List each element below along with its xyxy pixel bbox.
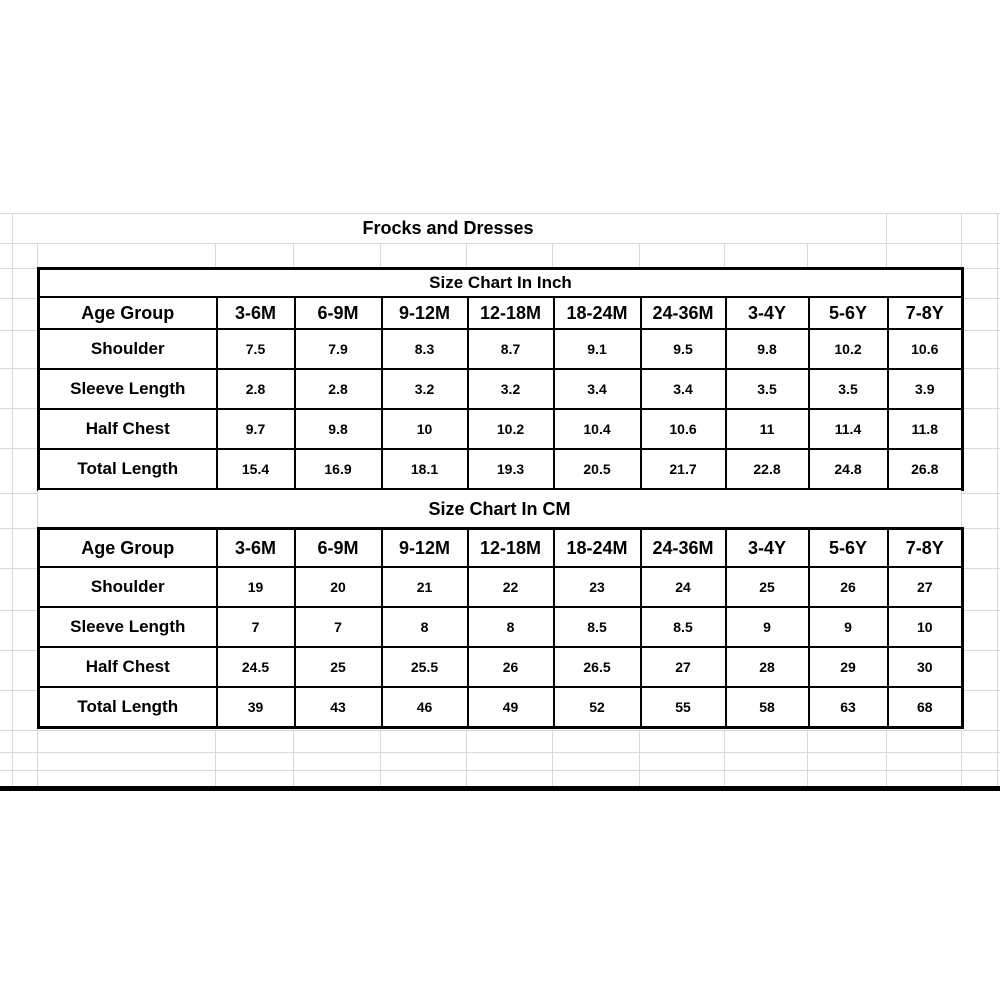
value-cell: 7.9 [295,329,382,369]
value-cell: 20.5 [554,449,641,490]
value-cell: 9 [726,607,809,647]
value-cell: 24 [641,567,726,607]
column-header: 6-9M [295,297,382,329]
column-header: 5-6Y [809,297,888,329]
column-header: 24-36M [641,297,726,329]
value-cell: 25 [295,647,382,687]
value-cell: 55 [641,687,726,728]
value-cell: 30 [888,647,963,687]
column-header: 9-12M [382,529,468,568]
value-cell: 8.5 [554,607,641,647]
column-header: 12-18M [468,297,554,329]
gridline [997,213,998,786]
value-cell: 26.8 [888,449,963,490]
value-cell: 7.5 [217,329,295,369]
page-title: Frocks and Dresses [13,214,883,243]
value-cell: 7 [295,607,382,647]
value-cell: 16.9 [295,449,382,490]
column-header: 5-6Y [809,529,888,568]
value-cell: 27 [888,567,963,607]
row-label: Total Length [39,449,217,490]
row-label: Shoulder [39,567,217,607]
column-header: 7-8Y [888,529,963,568]
value-cell: 10 [382,409,468,449]
row-label: Half Chest [39,409,217,449]
value-cell: 9 [809,607,888,647]
value-cell: 58 [726,687,809,728]
column-header: 3-6M [217,297,295,329]
value-cell: 21 [382,567,468,607]
value-cell: 3.5 [726,369,809,409]
row-label: Total Length [39,687,217,728]
gridline [0,770,1000,771]
corner-header: Age Group [39,529,217,568]
value-cell: 10.6 [888,329,963,369]
value-cell: 10.6 [641,409,726,449]
value-cell: 15.4 [217,449,295,490]
value-cell: 11 [726,409,809,449]
value-cell: 20 [295,567,382,607]
value-cell: 24.5 [217,647,295,687]
value-cell: 18.1 [382,449,468,490]
value-cell: 3.2 [468,369,554,409]
column-header: 3-4Y [726,297,809,329]
corner-header: Age Group [39,297,217,329]
value-cell: 49 [468,687,554,728]
column-header: 3-6M [217,529,295,568]
value-cell: 8 [382,607,468,647]
value-cell: 28 [726,647,809,687]
value-cell: 22 [468,567,554,607]
column-header: 9-12M [382,297,468,329]
value-cell: 10 [888,607,963,647]
value-cell: 10.2 [809,329,888,369]
column-header: 7-8Y [888,297,963,329]
value-cell: 27 [641,647,726,687]
row-label: Sleeve Length [39,607,217,647]
value-cell: 9.5 [641,329,726,369]
value-cell: 25 [726,567,809,607]
value-cell: 2.8 [295,369,382,409]
value-cell: 52 [554,687,641,728]
value-cell: 43 [295,687,382,728]
column-header: 18-24M [554,529,641,568]
value-cell: 3.5 [809,369,888,409]
column-header: 3-4Y [726,529,809,568]
column-header: 18-24M [554,297,641,329]
table-title-cm: Size Chart In CM [38,490,961,528]
value-cell: 68 [888,687,963,728]
row-label: Sleeve Length [39,369,217,409]
column-header: 24-36M [641,529,726,568]
value-cell: 9.8 [726,329,809,369]
value-cell: 26.5 [554,647,641,687]
row-label: Shoulder [39,329,217,369]
value-cell: 10.4 [554,409,641,449]
value-cell: 7 [217,607,295,647]
value-cell: 63 [809,687,888,728]
column-header: 6-9M [295,529,382,568]
value-cell: 26 [809,567,888,607]
value-cell: 19.3 [468,449,554,490]
value-cell: 19 [217,567,295,607]
value-cell: 9.8 [295,409,382,449]
value-cell: 10.2 [468,409,554,449]
value-cell: 11.4 [809,409,888,449]
column-header: 12-18M [468,529,554,568]
value-cell: 23 [554,567,641,607]
row-label: Half Chest [39,647,217,687]
value-cell: 25.5 [382,647,468,687]
value-cell: 3.2 [382,369,468,409]
value-cell: 8.7 [468,329,554,369]
gridline [12,213,13,786]
value-cell: 46 [382,687,468,728]
value-cell: 2.8 [217,369,295,409]
size-chart-inch-table [37,267,964,491]
value-cell: 26 [468,647,554,687]
value-cell: 9.7 [217,409,295,449]
value-cell: 8.3 [382,329,468,369]
value-cell: 24.8 [809,449,888,490]
value-cell: 3.4 [554,369,641,409]
value-cell: 9.1 [554,329,641,369]
value-cell: 39 [217,687,295,728]
value-cell: 22.8 [726,449,809,490]
gridline [0,752,1000,753]
value-cell: 3.4 [641,369,726,409]
size-chart-cm-table [37,527,964,729]
value-cell: 8 [468,607,554,647]
gridline [0,730,1000,731]
value-cell: 8.5 [641,607,726,647]
value-cell: 11.8 [888,409,963,449]
bottom-divider-line [0,786,1000,791]
value-cell: 21.7 [641,449,726,490]
value-cell: 29 [809,647,888,687]
table-title-inch: Size Chart In Inch [39,269,963,298]
value-cell: 3.9 [888,369,963,409]
gridline [0,243,1000,244]
